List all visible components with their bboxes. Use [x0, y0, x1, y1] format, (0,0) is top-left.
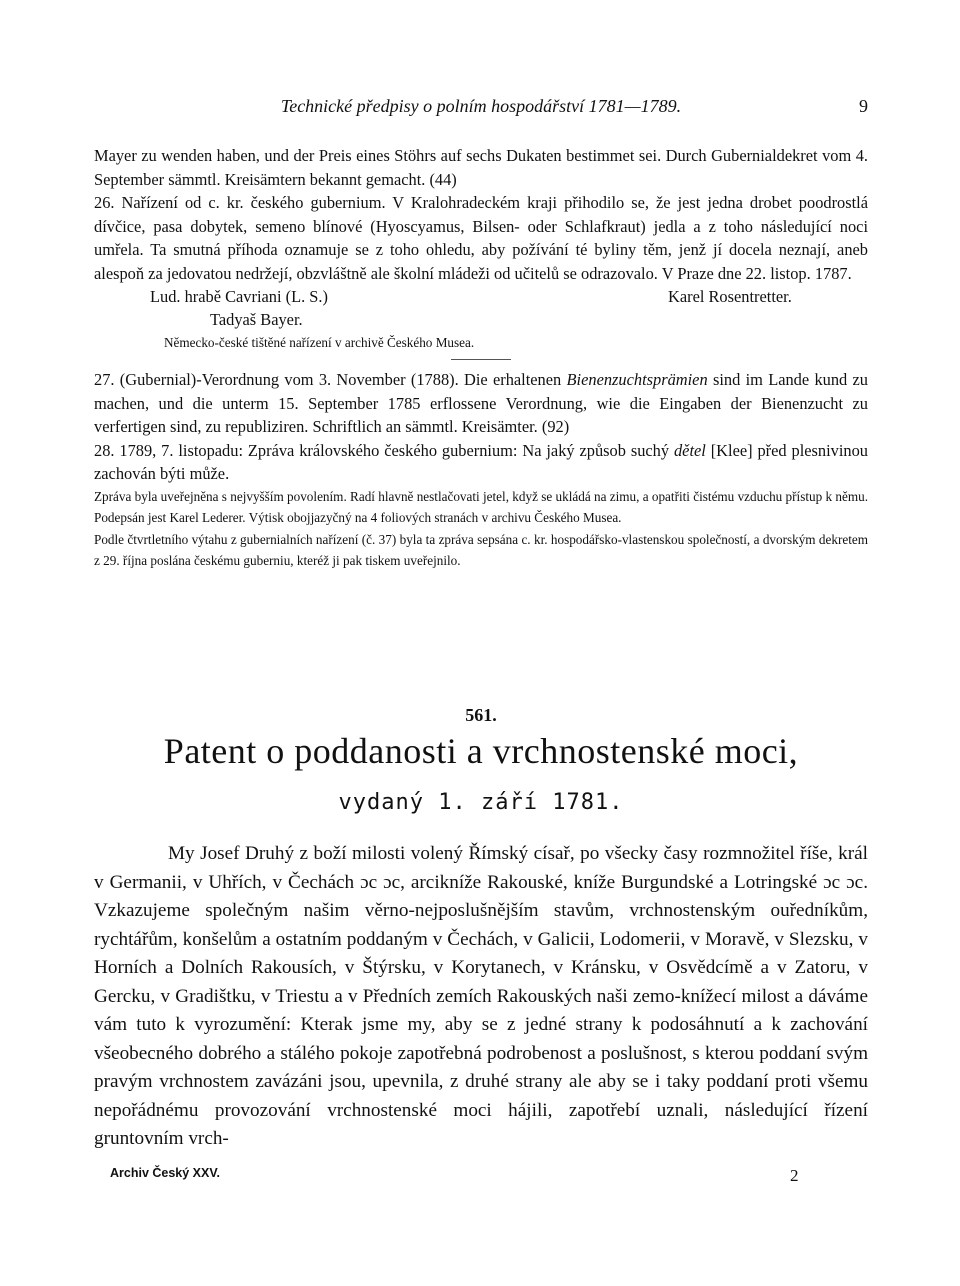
entry-25-continuation: Mayer zu wenden haben, und der Preis eines Stöhrs auf sechs Dukaten bestimmet sei. Durch Gubernialdekret vom 4. September sämmtl. Kreisämtern bekannt gemacht. (44): [94, 146, 868, 189]
document-subtitle: vydaný 1. září 1781.: [338, 790, 624, 815]
entry-27-after: sind im Lande kund zu machen, und die unterm 15. September 1785 erflossene Verordnung, wie die Eingaben der Bienenzucht zu verfertigen sind, zu republiziren. Schriftlich an sämmtl. Kreisämter. (92): [94, 370, 868, 436]
entries-section: [94, 144, 868, 572]
running-title: Technické předpisy o polním hospodářství 1781—1789.: [280, 96, 682, 116]
entry-28-text: [94, 439, 868, 486]
signer-second: Tadyaš Bayer.: [210, 310, 303, 329]
signer-left: Lud. hrabě Cavriani (L. S.): [150, 287, 328, 306]
entry-27-before: 27. (Gubernial)-Verordnung vom 3. November (1788). Die erhaltenen: [94, 370, 567, 389]
document-body-paragraph: My Josef Druhý z boží milosti volený Římský císař, po všecky časy rozmnožitel říše, král v Germanii, v Uhřích, v Čechách ɔc ɔc, arcikníže Rakouské, kníže Burgundské a Lotringské ɔc ɔc. Vzkazujeme společným našim věrno-nejposlušnějším stavům, vrchnostenským ouředníkům, rychtářům, konšelům a ostatním poddaným v Čechách, v Galicii, Lodomerii, v Moravě, v Slezsku, v Horních a Dolních Rakousích, v Štýrsku, v Korytanech, v Kránsku, v Osvědcímě a v Zatoru, v Gercku, v Gradištku, v Triestu a v Předních zemích Rakouských naši zemo-knížecí milost a dáváme vám tuto k vyrozumění: Kterak jsme my, aby se z jedné strany k podosáhnutí a k zachování všeobecného dobrého a stálého pokoje zapotřebná podrobenost a poslušnost, s kterou poddaní svým pravým vrchnostem zavázáni jsou, upevnila, z druhé strany ale aby se i taky poddaní proti všemu nepořádnému provozování vrchnostenské moci hájili, zapotřebí uznali, následující řízení gruntovním vrch-: [94, 843, 868, 1149]
entry-28-italic: dětel: [673, 440, 706, 460]
footer-sheet-number: 2: [790, 1166, 799, 1185]
entry-27-text: [94, 368, 868, 439]
section-divider: [451, 359, 511, 360]
document-number: 561.: [465, 705, 497, 725]
entry-28-before: 28. 1789, 7. listopadu: Zpráva královského českého gubernium: Na jaký způsob suchý: [94, 440, 674, 460]
entry-27-italic: Bienenzuchtsprämien: [566, 370, 708, 389]
entry-28-note-1: Zpráva byla uveřejněna s nejvyšším povolením. Radí hlavně nestlačovati jetel, když se ukládá na zimu, a opatřiti čistému vzduchu přístup k němu. Podepsán jest Karel Lederer. Výtisk obojjazyčný na 4 foliových stranách v archivu Českého Musea.: [94, 488, 868, 525]
signer-right: Karel Rosentretter.: [668, 287, 792, 306]
signature-row: [94, 285, 868, 308]
entry-26-text: 26. Nařízení od c. kr. českého gubernium. V Kralohradeckém kraji přihodilo se, že jest jedna drobet poodrostlá dívčice, pasa dobytek, semeno blínové (Hyoscyamus, Bilsen- oder Schlafkraut) jedla a z toho následující noci umřela. Ta smutná příhoda oznamuje se z toho ohledu, aby požívání té byliny těm, jenž jí docela neznají, aneb alespoň za jedovatou nedržejí, obzvláštně ale školní mládeži od učitelů se odrazovalo. V Praze dne 22. listop. 1787.: [94, 193, 868, 283]
running-header: [94, 96, 868, 122]
entry-28-after: [Klee] před plesnivinou zachován býti může.: [94, 440, 868, 483]
entry-28-note-2: Podle čtvrtletního výtahu z gubernialních nařízení (č. 37) byla ta zpráva sepsána c. kr. hospodářsko-vlastenskou společností, a dvorským dekretem z 29. října poslána českému guberniu, kteréž ji pak tiskem uveřejnilo.: [94, 531, 868, 568]
page-number: 9: [859, 96, 868, 116]
page-footer: [94, 1166, 868, 1188]
document-body: [94, 840, 868, 1154]
document-title: Patent o poddanosti a vrchnostenské moci,: [163, 731, 799, 771]
footer-signature: Archiv Český XXV.: [110, 1166, 221, 1180]
source-note: Německo-české tištěné nařízení v archivě Českého Musea.: [164, 334, 475, 350]
